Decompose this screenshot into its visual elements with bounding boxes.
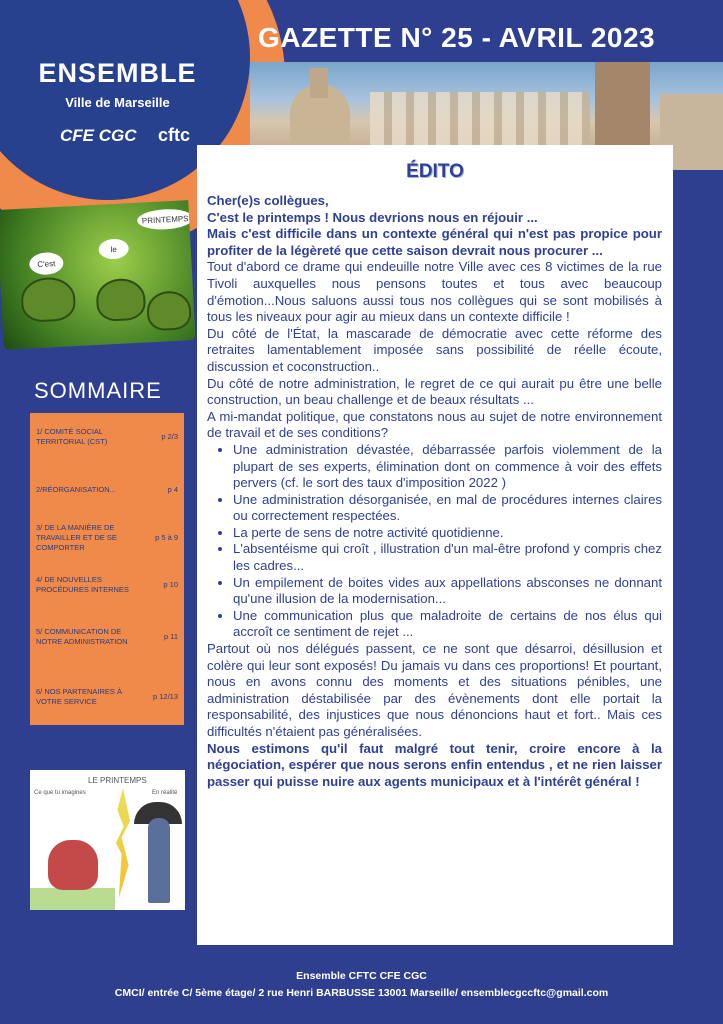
edito-bullet: • Un empilement de boites vides aux appellations absconses ne donnant qu'une illusion de la modernisation... xyxy=(233,575,662,608)
edito-intro-line: Mais c'est difficile dans un contexte général qui n'est pas propice pour profiter de la légèreté que cette saison devrait nous procurer ... xyxy=(207,226,662,258)
frog-bubble-2: le xyxy=(98,238,129,260)
edito-bullet: • Une administration dévastée, débarrassée parfois violemment de la plupart de ses experts, élimination dont on commence à voir des effets pervers (cf. le sort des taux d'imposition 2022 ) xyxy=(233,442,662,492)
edito-bullet: • L'absentéisme qui croît , illustration d'un mal-être profond y compris chez les cadres... xyxy=(233,541,662,574)
sommaire-item-label: 4/ DE NOUVELLES PROCÉDURES INTERNES xyxy=(36,575,129,594)
cartoon-left-caption: Ce que tu imagines xyxy=(34,790,86,796)
edito-intro-line: C'est le printemps ! Nous devrions nous en réjouir ... xyxy=(207,209,538,225)
footer-address: CMCI/ entrée C/ 5ème étage/ 2 rue Henri BARBUSSE 13001 Marseille/ ensemblecgccftc@gmail.com xyxy=(114,987,609,999)
frogs-illustration xyxy=(0,200,196,350)
footer-org: Ensemble CFTC CFE CGC xyxy=(296,970,427,982)
sommaire-item-page: p 4 xyxy=(167,485,178,494)
sommaire-item-label: 1/ COMITÉ SOCIAL TERRITORIAL (CST) xyxy=(36,427,108,446)
sommaire-item-page: p 2/3 xyxy=(161,432,178,441)
edito-body xyxy=(207,193,662,790)
edito-greeting: Cher(e)s collègues, xyxy=(207,193,329,208)
brand-city: Ville de Marseille xyxy=(65,95,170,110)
sommaire-item[interactable] xyxy=(36,575,178,595)
sommaire-item-label: 2/RÉORGANISATION... xyxy=(36,485,116,494)
edito-paragraph: Tout d'abord ce drame qui endeuille notre Ville avec ces 8 victimes de la rue Tivoli auxquelles nous pensons toutes et tous avec beaucoup d'émotion...Nous saluons aussi tous nos collègues qui se sont mobilisés à tous les niveaux pour agir au mieux dans un contexte difficile ! xyxy=(207,259,662,325)
edito-bullet: • La perte de sens de notre activité quotidienne. xyxy=(233,525,662,542)
edito-bullet: • Une administration désorganisée, en mal de procédures internes claires ou correctement respectées. xyxy=(233,492,662,525)
sommaire-item-page: p 12/13 xyxy=(152,692,178,701)
cartoon-right-caption: En réalité xyxy=(152,790,178,796)
sommaire-item-label: 3/ DE LA MANIÈRE DE TRAVAILLER ET DE SE COMPORTER xyxy=(36,523,117,552)
edito-heading: ÉDITO xyxy=(406,161,464,182)
union-logos xyxy=(60,125,190,146)
cartoon-title: LE PRINTEMPS xyxy=(88,776,147,785)
frog-bubble-3: PRINTEMPS xyxy=(137,208,194,231)
cftc-logo: cftc xyxy=(157,125,190,145)
sommaire-item[interactable] xyxy=(36,627,178,647)
edito-paragraph: Du côté de notre administration, le regret de ce qui aurait pu être une belle construction, un beau challenge et de beaux résultats ... xyxy=(207,375,662,408)
brand-block xyxy=(30,58,205,110)
edito-paragraph: A mi-mandat politique, que constatons nous au sujet de notre environnement de travail et de ses conditions? xyxy=(207,408,662,441)
edito-article xyxy=(197,145,673,945)
sommaire-item-page: p 5 à 9 xyxy=(155,533,178,542)
edito-final-statement: Nous estimons qu'il faut malgré tout tenir, croire encore à la négociation, espérer que nous serons enfin entendus , et ne rien laisser passer qui puisse nuire aux agents municipaux et à l'intérêt général ! xyxy=(207,740,662,789)
sommaire-item-label: 5/ COMMUNICATION DE NOTRE ADMINISTRATION xyxy=(36,627,128,646)
sommaire-title: SOMMAIRE xyxy=(34,378,162,403)
cfe-cgc-logo: CFE CGC xyxy=(60,126,137,145)
footer xyxy=(0,968,723,1002)
sommaire-item-page: p 10 xyxy=(163,580,178,589)
edito-bullet-list xyxy=(207,442,662,641)
edito-closing: Partout où nos délégués passent, ce ne sont que désarroi, désillusion et colère qui leur sont exposés! Du jamais vu dans ces proportions! Et pourtant, nous en avons connu des moments et des situations pénibles, une administration déstabilisée par des évènements dont elle portait la responsabilité, des injustices que nous dénoncions haut et fort.. Mais ces difficultés n'étaient pas généralisées. xyxy=(207,641,662,739)
edito-bullet: • Une communication plus que maladroite de certains de nos élus qui accroît ce sentiment de rejet ... xyxy=(233,608,662,641)
gazette-title: GAZETTE N° 25 - AVRIL 2023 xyxy=(258,22,656,53)
sommaire-list xyxy=(30,413,184,725)
sommaire-item[interactable] xyxy=(36,427,178,447)
sommaire-item[interactable] xyxy=(36,523,178,553)
edito-paragraph: Du côté de l'État, la mascarade de démocratie avec cette réforme des retraites lamentablement imposée sans possibilité de réelle écoute, discussion et coconstruction.. xyxy=(207,325,662,374)
sommaire-item[interactable] xyxy=(36,687,178,707)
brand-name: ENSEMBLE xyxy=(38,58,197,88)
sommaire-item-label: 6/ NOS PARTENAIRES À VOTRE SERVICE xyxy=(36,687,122,706)
sommaire-item-page: p 11 xyxy=(163,632,178,641)
printemps-cartoon xyxy=(30,770,185,910)
frog-bubble-1: C'est xyxy=(29,252,64,276)
sommaire-item[interactable] xyxy=(36,485,178,495)
